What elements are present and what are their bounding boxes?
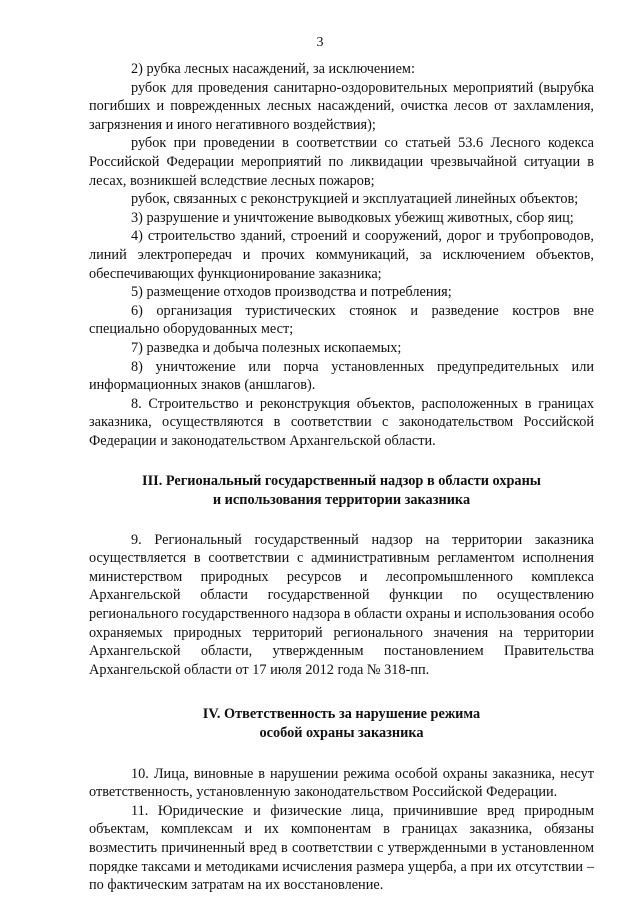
list-item: 6) организация туристических стоянок и разведение костров вне специально оборудованных мест; (89, 302, 594, 338)
document-body (89, 60, 594, 895)
list-item: 7) разведка и добыча полезных ископаемых; (131, 339, 402, 356)
section-4-title-line1: IV. Ответственность за нарушение режима (202, 706, 481, 723)
list-item: 3) разрушение и уничтожение выводковых убежищ животных, сбор яиц; (131, 209, 574, 226)
paragraph-11: 11. Юридические и физические лица, причинившие вред природным объектам, комплексам и их компонентам в границах заказника, обязаны возместить причиненный вред в соответствии с утвержденными в установленном порядке таксами и методиками исчисления размера ущерба, а при их отсутствии – по фактическим затратам на их восстановление. (89, 802, 594, 894)
list-item: рубок при проведении в соответствии со статьей 53.6 Лесного кодекса Российской Федерации мероприятий по ликвидации чрезвычайной ситуации в лесах, возникшей вследствие лесных пожаров; (89, 135, 594, 189)
list-item: 5) размещение отходов производства и потребления; (131, 284, 452, 301)
list-item: рубок, связанных с реконструкцией и эксплуатацией линейных объектов; (131, 191, 579, 208)
paragraph-9: 9. Региональный государственный надзор на территории заказника осуществляется в соответствии с административным регламентом исполнения министерством природных ресурсов и лесопромышленного комплекса Архангельской области государственной функции по осуществлению регионального государственного надзора в области охраны и использования особо охраняемых природных территорий регионального значения на территории Архангельской области, утвержденным постановлением Правительства Архангельской области от 17 июля 2012 года № 318-пп. (89, 531, 594, 678)
section-4-title-line2: особой охраны заказника (259, 725, 424, 741)
list-item: 2) рубка лесных насаждений, за исключением: (131, 61, 415, 77)
list-item: 8) уничтожение или порча установленных предупредительных или информационных знаков (аншлагов). (89, 358, 594, 394)
section-3-title-line1: III. Региональный государственный надзор в области охраны (142, 473, 541, 490)
section-3-title-line2: и использования территории заказника (212, 492, 471, 509)
list-item: 4) строительство зданий, строений и сооружений, дорог и трубопроводов, линий электропередач и прочих коммуникаций, за исключением объектов, обеспечивающих функционирование заказника; (89, 228, 594, 282)
page-number: 3 (316, 35, 324, 50)
paragraph-10: 10. Лица, виновные в нарушении режима особой охраны заказника, несут ответственность, установленную законодательством Российской Федерации. (89, 765, 594, 801)
paragraph-8: 8. Строительство и реконструкция объектов, расположенных в границах заказника, осуществляются в соответствии с законодательством Российской Федерации и законодательством Архангельской области. (89, 395, 594, 449)
list-item: рубок для проведения санитарно-оздоровительных мероприятий (вырубка погибших и поврежденных лесных насаждений, очистка лесов от захламления, загрязнения и иного негативного воздействия); (89, 79, 594, 133)
